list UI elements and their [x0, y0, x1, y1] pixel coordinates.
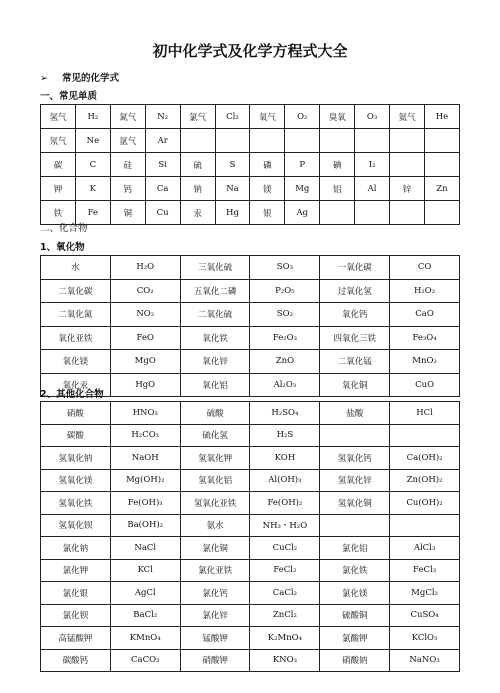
page-title: 初中化学式及化学方程式大全	[152, 42, 348, 60]
table-cell: FeO	[110, 326, 180, 350]
table-cell: 氯酸钾	[320, 627, 390, 650]
table-row	[41, 129, 460, 153]
table-row	[41, 350, 460, 374]
table-cell: 碳	[41, 153, 76, 177]
table-cell: CaCl₂	[250, 582, 320, 605]
table-cell: 碘	[320, 153, 355, 177]
table-cell: 四氧化三铁	[320, 326, 390, 350]
table-cell: KNO₃	[250, 649, 320, 672]
table-cell: AlCl₃	[390, 537, 460, 560]
table-cell: 氢氧化钠	[41, 447, 111, 470]
table-cell: 硫酸	[180, 402, 250, 425]
table-cell: 氧化铜	[320, 373, 390, 397]
table-cell: 氧化铝	[180, 373, 250, 397]
table-cell: O₂	[285, 105, 320, 129]
table-cell	[285, 129, 320, 153]
table-cell	[355, 201, 390, 225]
table-cell: 氧化镁	[41, 350, 111, 374]
table-cell: He	[424, 105, 459, 129]
table-cell: 氖气	[41, 129, 76, 153]
table-cell: Ne	[75, 129, 110, 153]
table-cell: Hg	[215, 201, 250, 225]
table-cell: 二氧化锰	[320, 350, 390, 374]
table-cell: H₂	[75, 105, 110, 129]
table-row	[41, 177, 460, 201]
table-cell: 氯化铝	[320, 537, 390, 560]
table-cell: KOH	[250, 447, 320, 470]
table-cell	[320, 424, 390, 447]
table-cell: H₂O₂	[390, 279, 460, 303]
table-cell: 硫	[180, 153, 215, 177]
table-cell: 硝酸	[41, 402, 111, 425]
table-cell	[390, 424, 460, 447]
table-cell: 氢氧化钙	[320, 447, 390, 470]
table-cell	[320, 201, 355, 225]
table-row	[41, 514, 460, 537]
table-cell: NaOH	[110, 447, 180, 470]
table-cell: 钾	[41, 177, 76, 201]
table-cell: 氯气	[180, 105, 215, 129]
table-cell: KMnO₄	[110, 627, 180, 650]
table-cell: 镁	[250, 177, 285, 201]
table-cell: 氧化锌	[180, 350, 250, 374]
table-cell: 钠	[180, 177, 215, 201]
table-cell: 氯化铁	[320, 559, 390, 582]
table-cell: Si	[145, 153, 180, 177]
table-cell: 氦气	[390, 105, 425, 129]
table-cell	[355, 129, 390, 153]
table-cell: 碳酸钙	[41, 649, 111, 672]
table-cell: Zn	[424, 177, 459, 201]
table-cell: Mg(OH)₂	[110, 469, 180, 492]
table-cell: Mg	[285, 177, 320, 201]
table-cell: Na	[215, 177, 250, 201]
table-cell: 氢氧化亚铁	[180, 492, 250, 515]
table-row	[41, 447, 460, 470]
table-cell: HNO₃	[110, 402, 180, 425]
table-cell: 氯化钙	[180, 582, 250, 605]
table-cell: 氢氧化铜	[320, 492, 390, 515]
table-cell	[180, 129, 215, 153]
table-cell: MgCl₂	[390, 582, 460, 605]
table-cell: CaO	[390, 303, 460, 327]
table-row	[41, 604, 460, 627]
heading-compounds: 二、化合物	[40, 223, 88, 234]
table-cell	[320, 129, 355, 153]
table-cell: 二氧化碳	[41, 279, 111, 303]
table-cell: Ca	[145, 177, 180, 201]
table-cell: KClO₃	[390, 627, 460, 650]
table-cell: 氯化钠	[41, 537, 111, 560]
table-cell	[390, 514, 460, 537]
heading-oxides: 1、氧化物	[40, 242, 85, 253]
table-cell: MgO	[110, 350, 180, 374]
heading-elements: 一、常见单质	[40, 91, 98, 102]
table-cell: 氢气	[41, 105, 76, 129]
table-row	[41, 469, 460, 492]
table-cell: 水	[41, 256, 111, 280]
table-cell: 锰酸钾	[180, 627, 250, 650]
table-cell: 氯化亚铁	[180, 559, 250, 582]
table-cell: Cl₂	[215, 105, 250, 129]
table-cell: 氨水	[180, 514, 250, 537]
table-cell: 氯化钡	[41, 604, 111, 627]
table-row	[41, 256, 460, 280]
subtitle	[40, 70, 119, 84]
table-cell: 氧气	[250, 105, 285, 129]
table-cell: 二氧化氮	[41, 303, 111, 327]
table-cell: 五氧化二磷	[180, 279, 250, 303]
elements-table	[40, 104, 460, 225]
table-row	[41, 326, 460, 350]
table-cell: SO₂	[250, 303, 320, 327]
table-cell: 氯化钾	[41, 559, 111, 582]
table-cell: Cu	[145, 201, 180, 225]
table-cell: CuSO₄	[390, 604, 460, 627]
table-cell	[424, 129, 459, 153]
table-cell: C	[75, 153, 110, 177]
table-cell: CO	[390, 256, 460, 280]
table-cell: 碳酸	[41, 424, 111, 447]
table-cell: 高锰酸钾	[41, 627, 111, 650]
table-cell: 氧化亚铁	[41, 326, 111, 350]
table-cell: 汞	[180, 201, 215, 225]
table-cell: Fe	[75, 201, 110, 225]
bullet-arrow-icon: ➢	[40, 73, 48, 84]
table-cell: 氯化锌	[180, 604, 250, 627]
table-cell: 硝酸钾	[180, 649, 250, 672]
heading-other-compounds: 2、其他化合物	[40, 389, 104, 400]
table-cell: 硅	[110, 153, 145, 177]
table-row	[41, 105, 460, 129]
table-cell: Fe(OH)₃	[110, 492, 180, 515]
table-cell: CaCO₃	[110, 649, 180, 672]
table-cell: NaNO₃	[390, 649, 460, 672]
table-row	[41, 402, 460, 425]
table-cell: Al₂O₃	[250, 373, 320, 397]
table-cell	[390, 201, 425, 225]
table-cell: 磷	[250, 153, 285, 177]
table-cell: KCl	[110, 559, 180, 582]
table-cell: H₂O	[110, 256, 180, 280]
table-cell: 铜	[110, 201, 145, 225]
table-cell: H₂CO₃	[110, 424, 180, 447]
table-cell: HgO	[110, 373, 180, 397]
table-cell: Ar	[145, 129, 180, 153]
table-cell: HCl	[390, 402, 460, 425]
table-row	[41, 537, 460, 560]
table-cell: N₂	[145, 105, 180, 129]
table-cell: Ag	[285, 201, 320, 225]
table-cell: P	[285, 153, 320, 177]
table-cell: 过氧化氢	[320, 279, 390, 303]
table-cell	[320, 514, 390, 537]
table-cell: 氢氧化铝	[180, 469, 250, 492]
table-cell: K₂MnO₄	[250, 627, 320, 650]
table-cell: 氢氧化镁	[41, 469, 111, 492]
table-cell: Zn(OH)₂	[390, 469, 460, 492]
table-cell: Al	[355, 177, 390, 201]
table-cell: Al(OH)₃	[250, 469, 320, 492]
table-cell: 硫酸铜	[320, 604, 390, 627]
table-cell: Ba(OH)₂	[110, 514, 180, 537]
table-cell: K	[75, 177, 110, 201]
table-cell: NaCl	[110, 537, 180, 560]
subtitle-text: 常见的化学式	[62, 73, 120, 84]
table-cell: 臭氧	[320, 105, 355, 129]
table-cell: CO₂	[110, 279, 180, 303]
table-row	[41, 559, 460, 582]
table-cell: MnO₂	[390, 350, 460, 374]
table-cell: 氧化汞	[41, 373, 111, 397]
table-cell	[390, 129, 425, 153]
table-row	[41, 424, 460, 447]
table-cell: CuCl₂	[250, 537, 320, 560]
table-cell: FeCl₃	[390, 559, 460, 582]
table-cell: Fe₂O₃	[250, 326, 320, 350]
table-cell: ZnO	[250, 350, 320, 374]
table-cell	[250, 129, 285, 153]
table-cell: 二氧化硫	[180, 303, 250, 327]
table-cell: 钙	[110, 177, 145, 201]
oxides-table	[40, 255, 460, 397]
table-cell: 银	[250, 201, 285, 225]
table-row	[41, 649, 460, 672]
table-row	[41, 627, 460, 650]
table-cell: Cu(OH)₂	[390, 492, 460, 515]
table-cell	[424, 153, 459, 177]
table-row	[41, 279, 460, 303]
table-cell	[390, 153, 425, 177]
table-cell: 氮气	[110, 105, 145, 129]
table-cell: 氯化镁	[320, 582, 390, 605]
table-cell: 氢氧化钾	[180, 447, 250, 470]
table-cell: 氯化银	[41, 582, 111, 605]
table-cell: 盐酸	[320, 402, 390, 425]
table-cell: 硫化氢	[180, 424, 250, 447]
table-cell: 氧化钙	[320, 303, 390, 327]
table-cell: BaCl₂	[110, 604, 180, 627]
table-cell: NO₂	[110, 303, 180, 327]
table-cell: 氢氧化铁	[41, 492, 111, 515]
table-cell: Fe(OH)₂	[250, 492, 320, 515]
table-row	[41, 303, 460, 327]
table-cell: H₂SO₄	[250, 402, 320, 425]
table-cell: 氢氧化钡	[41, 514, 111, 537]
table-row	[41, 153, 460, 177]
table-row	[41, 582, 460, 605]
table-cell: P₂O₅	[250, 279, 320, 303]
table-cell: I₂	[355, 153, 390, 177]
table-row	[41, 492, 460, 515]
table-cell: 三氧化硫	[180, 256, 250, 280]
table-cell: 铝	[320, 177, 355, 201]
table-cell: 一氧化碳	[320, 256, 390, 280]
table-cell: Ca(OH)₂	[390, 447, 460, 470]
other-compounds-table	[40, 401, 460, 672]
table-cell	[424, 201, 459, 225]
table-cell: S	[215, 153, 250, 177]
table-cell: 硝酸钠	[320, 649, 390, 672]
table-cell: Fe₃O₄	[390, 326, 460, 350]
table-row	[41, 201, 460, 225]
table-cell: AgCl	[110, 582, 180, 605]
table-cell: CuO	[390, 373, 460, 397]
table-cell: NH₃・H₂O	[250, 514, 320, 537]
table-cell: O₃	[355, 105, 390, 129]
table-cell: 氢氧化锌	[320, 469, 390, 492]
table-cell: ZnCl₂	[250, 604, 320, 627]
table-cell: FeCl₂	[250, 559, 320, 582]
table-cell: SO₃	[250, 256, 320, 280]
table-cell: 氧化铁	[180, 326, 250, 350]
table-cell: H₂S	[250, 424, 320, 447]
table-cell: 锌	[390, 177, 425, 201]
table-cell: 铁	[41, 201, 76, 225]
table-cell: 氯化铜	[180, 537, 250, 560]
table-cell	[215, 129, 250, 153]
table-cell: 氩气	[110, 129, 145, 153]
